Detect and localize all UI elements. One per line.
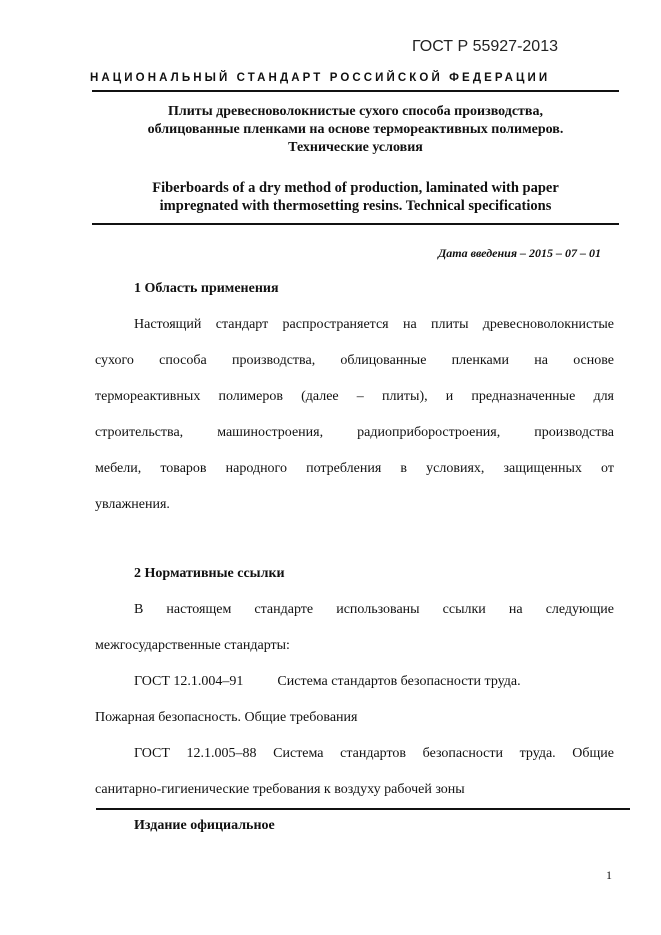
reference-title: Система стандартов безопасности труда. — [277, 674, 521, 689]
title-ru-line: Технические условия — [288, 140, 423, 155]
reference-code: ГОСТ 12.1.004–91 — [134, 674, 244, 689]
paragraph-line: мебели, товаров народного потребления в условиях, защищенных от — [95, 461, 614, 476]
paragraph-line: термореактивных полимеров (далее – плиты), и предназначенные для — [95, 389, 614, 404]
section-1-heading: 1 Область применения — [134, 281, 279, 296]
reference-line: Пожарная безопасность. Общие требования — [95, 710, 358, 725]
national-standard-banner: НАЦИОНАЛЬНЫЙ СТАНДАРТ РОССИЙСКОЙ ФЕДЕРАЦИИ — [90, 72, 551, 84]
reference-line: санитарно-гигиенические требования к воздуху рабочей зоны — [95, 782, 465, 797]
title-ru-line: облицованные пленками на основе термореактивных полимеров. — [147, 122, 564, 137]
reference-gost-12-1-005 — [95, 736, 614, 808]
reference-gost-12-1-004 — [95, 664, 614, 736]
paragraph-line: межгосударственные стандарты: — [95, 638, 290, 653]
title-russian — [92, 103, 619, 157]
title-en-line: impregnated with thermosetting resins. Technical specifications — [159, 198, 552, 214]
section-1-paragraph — [95, 307, 614, 523]
introduction-date: Дата введения – 2015 – 07 – 01 — [438, 246, 601, 260]
section-2-heading: 2 Нормативные ссылки — [134, 566, 285, 581]
title-ru-line: Плиты древесноволокнистые сухого способа производства, — [168, 104, 543, 119]
official-edition-label: Издание официальное — [134, 818, 275, 833]
title-en-line: Fiberboards of a dry method of production, laminated with paper — [152, 180, 559, 196]
page-number: 1 — [606, 868, 612, 882]
paragraph-line: строительства, машиностроения, радиоприборостроения, производства — [95, 425, 614, 440]
title-english — [92, 179, 619, 215]
footer-rule — [96, 808, 630, 810]
paragraph-line: Настоящий стандарт распространяется на плиты древесноволокнистые — [134, 317, 614, 332]
paragraph-line: В настоящем стандарте использованы ссылки на следующие — [134, 602, 614, 617]
title-rule — [92, 223, 619, 225]
paragraph-line: увлажнения. — [95, 497, 170, 512]
header-rule — [92, 90, 619, 92]
paragraph-line: сухого способа производства, облицованные пленками на основе — [95, 353, 614, 368]
document-code: ГОСТ Р 55927-2013 — [412, 38, 558, 55]
reference-line: ГОСТ 12.1.005–88 Система стандартов безопасности труда. Общие — [134, 746, 614, 761]
section-2-intro — [95, 592, 614, 664]
reference-line — [95, 664, 614, 700]
